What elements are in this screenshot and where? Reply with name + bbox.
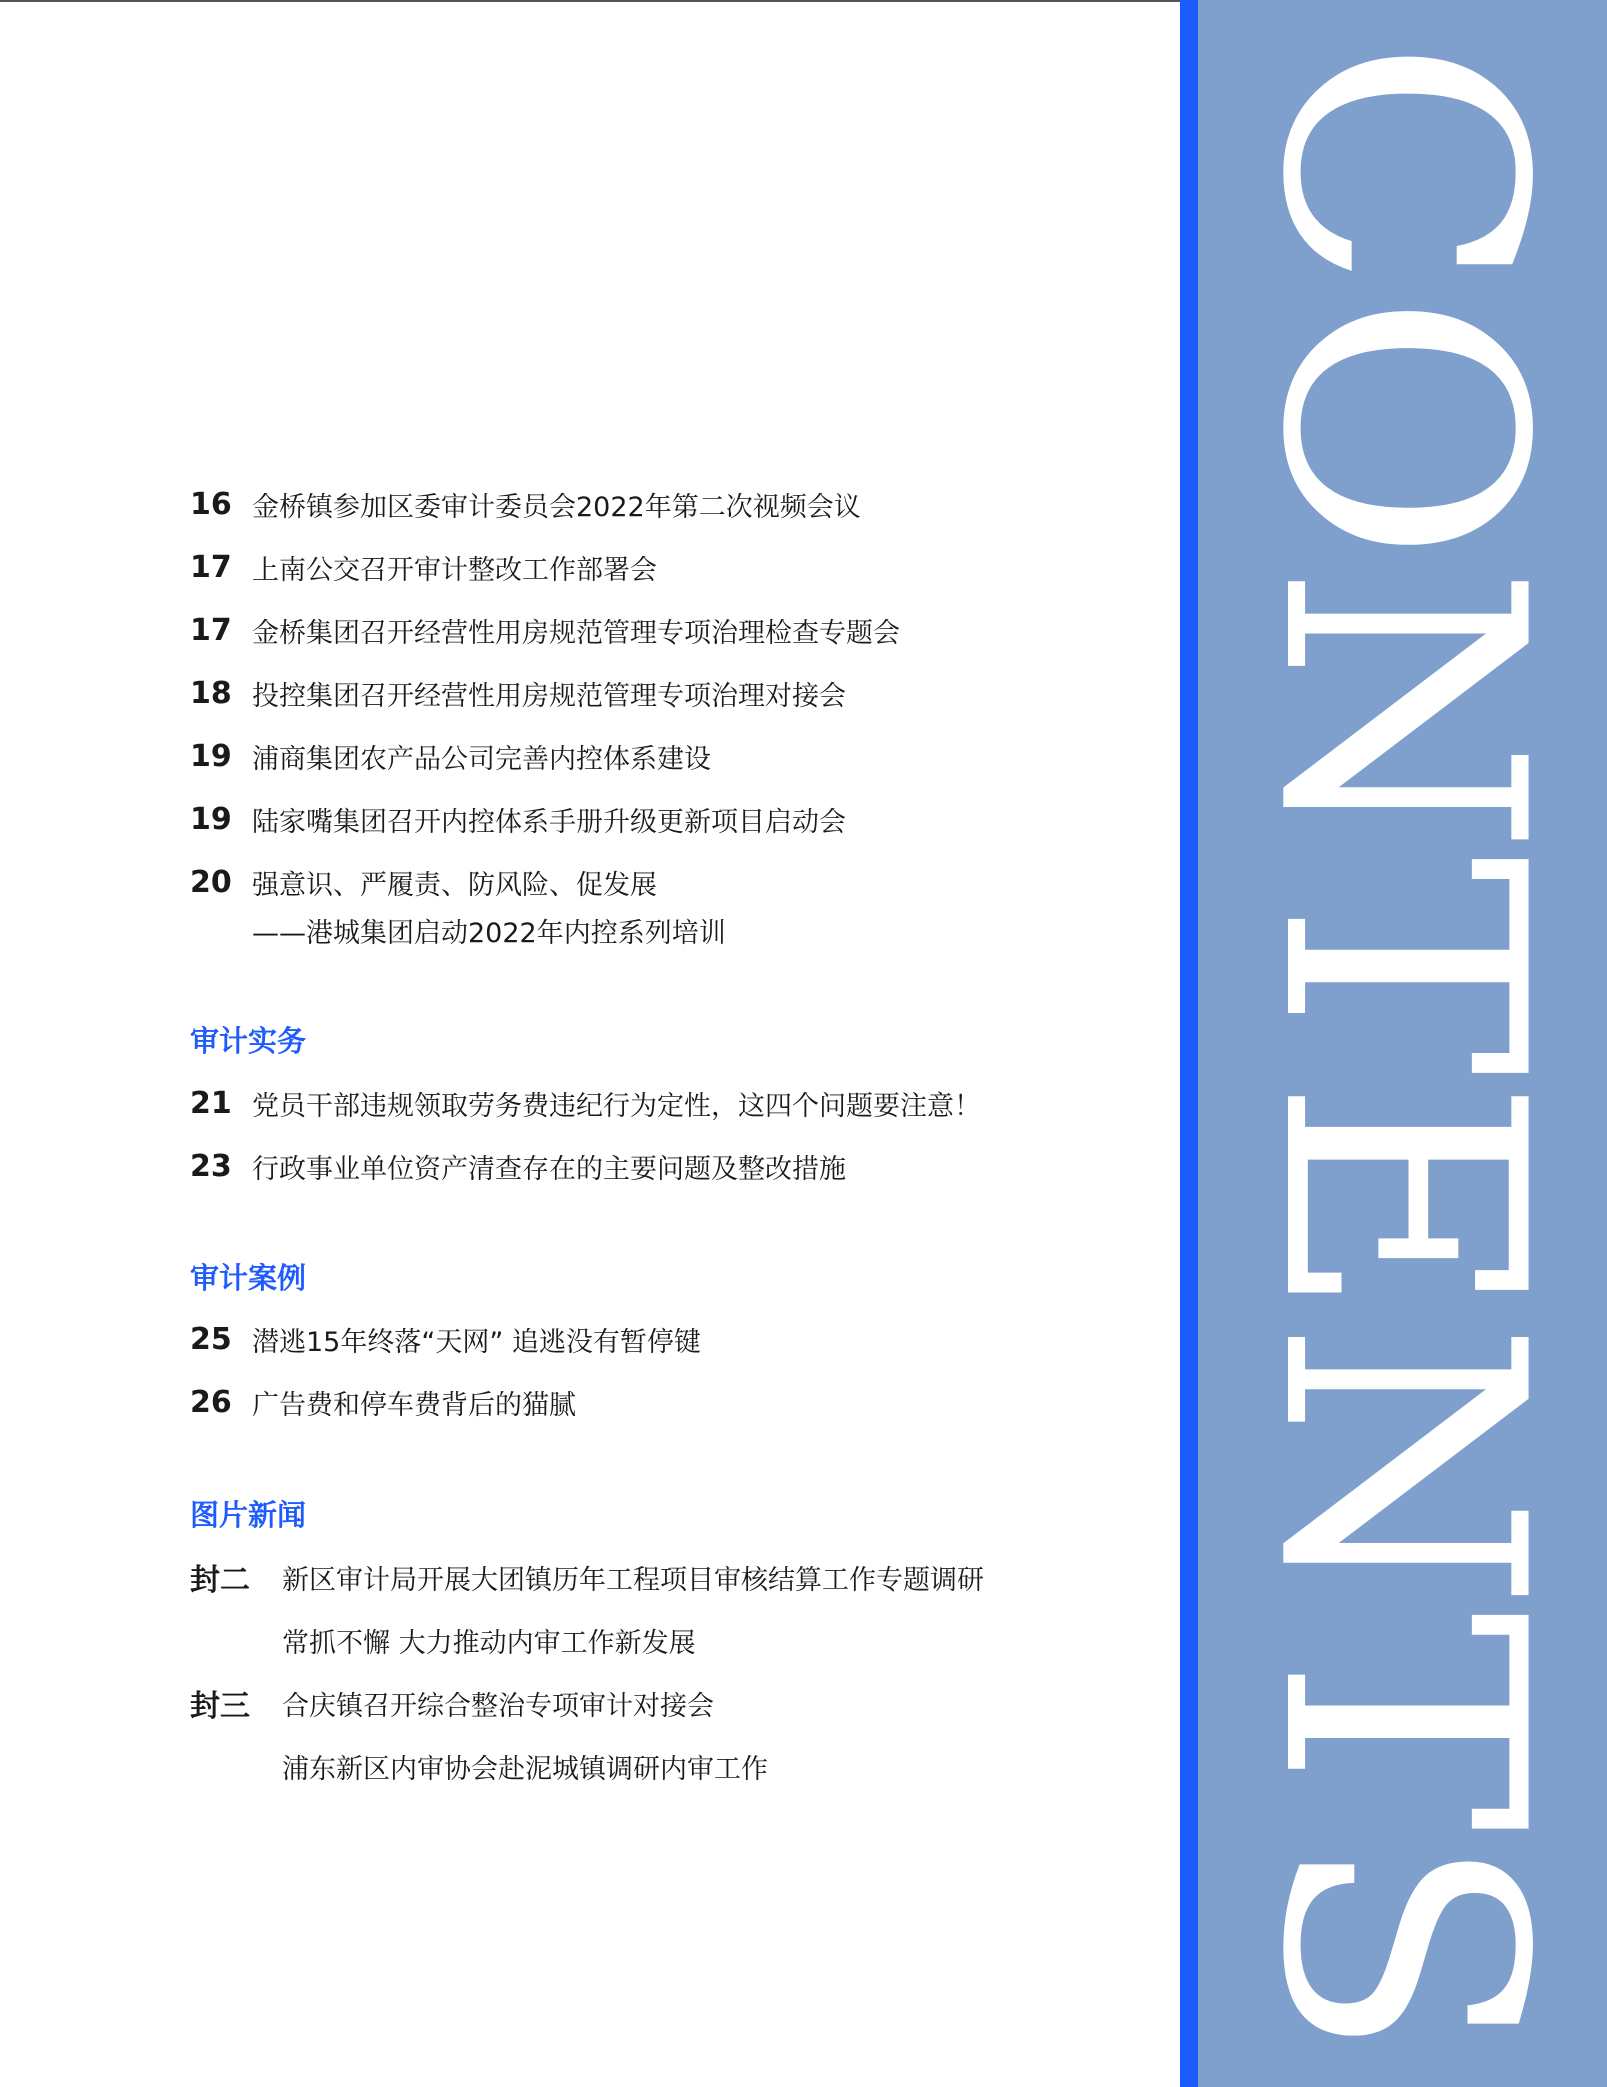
- toc-entry[interactable]: [190, 736, 711, 776]
- toc-page-number: 19: [190, 738, 232, 774]
- toc-title: 金桥镇参加区委审计委员会2022年第二次视频会议: [252, 491, 861, 523]
- section-heading-audit-practice: 审计实务: [190, 1023, 307, 1058]
- picture-news-entry[interactable]: [190, 1683, 714, 1723]
- side-title-contents: CONTENTS: [1210, 38, 1594, 2062]
- toc-entry[interactable]: [190, 547, 657, 587]
- toc-entry[interactable]: [190, 610, 900, 650]
- toc-page-number: 26: [190, 1384, 232, 1420]
- toc-page-number: 18: [190, 675, 232, 711]
- toc-page-number: 25: [190, 1321, 232, 1357]
- toc-title: 投控集团召开经营性用房规范管理专项治理对接会: [252, 680, 846, 712]
- toc-subtitle: ——港城集团启动2022年内控系列培训: [252, 917, 726, 949]
- toc-page-number: 17: [190, 549, 232, 585]
- toc-title: 潜逃15年终落“天网” 追逃没有暂停键: [252, 1326, 701, 1358]
- toc-entry[interactable]: [190, 1083, 981, 1123]
- toc-page-number: 17: [190, 612, 232, 648]
- toc-title: 行政事业单位资产清查存在的主要问题及整改措施: [252, 1153, 846, 1185]
- picture-news-title[interactable]: 常抓不懈 大力推动内审工作新发展: [282, 1627, 696, 1659]
- toc-title: 强意识、严履责、防风险、促发展: [252, 869, 657, 901]
- toc-entry[interactable]: [190, 673, 846, 713]
- toc-page-number: 20: [190, 864, 232, 900]
- toc-title: 浦商集团农产品公司完善内控体系建设: [252, 743, 711, 775]
- toc-title: 上南公交召开审计整改工作部署会: [252, 554, 657, 586]
- picture-news-title: 新区审计局开展大团镇历年工程项目审核结算工作专题调研: [282, 1564, 984, 1596]
- toc-page-number: 16: [190, 486, 232, 522]
- toc-entry[interactable]: [190, 1146, 846, 1186]
- toc-entry[interactable]: [190, 1382, 576, 1422]
- picture-news-title: 合庆镇召开综合整治专项审计对接会: [282, 1690, 714, 1722]
- toc-entry[interactable]: [190, 862, 657, 902]
- picture-news-title[interactable]: 浦东新区内审协会赴泥城镇调研内审工作: [282, 1753, 768, 1785]
- toc-entry[interactable]: [190, 799, 846, 839]
- toc-page-number: 19: [190, 801, 232, 837]
- toc-title: 金桥集团召开经营性用房规范管理专项治理检查专题会: [252, 617, 900, 649]
- top-rule: [0, 0, 1180, 2]
- toc-page-number: 23: [190, 1148, 232, 1184]
- toc-entry[interactable]: [190, 1319, 701, 1359]
- picture-news-label: 封二: [190, 1563, 250, 1598]
- toc-title: 广告费和停车费背后的猫腻: [252, 1389, 576, 1421]
- picture-news-entry[interactable]: [190, 1557, 984, 1597]
- toc-entry[interactable]: [190, 484, 861, 524]
- picture-news-label: 封三: [190, 1689, 250, 1724]
- side-accent-bar: [1180, 0, 1198, 2087]
- toc-page-number: 21: [190, 1085, 232, 1121]
- toc-title: 党员干部违规领取劳务费违纪行为定性，这四个问题要注意！: [252, 1090, 981, 1122]
- section-heading-audit-cases: 审计案例: [190, 1260, 307, 1295]
- toc-title: 陆家嘴集团召开内控体系手册升级更新项目启动会: [252, 806, 846, 838]
- section-heading-picture-news: 图片新闻: [190, 1497, 307, 1532]
